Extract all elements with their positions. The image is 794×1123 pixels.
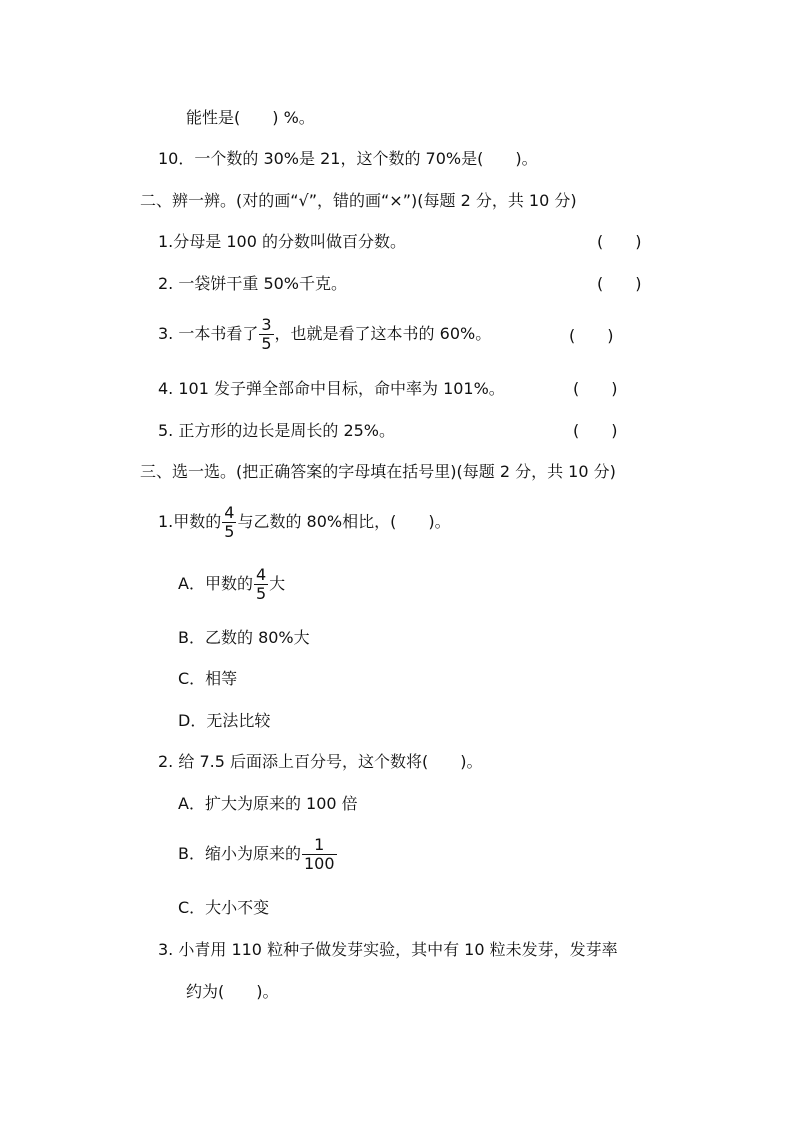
choice-question-1 [158,504,451,541]
fraction-4-5 [222,504,236,541]
judge-item-5: 5. 正方形的边长是周长的 25%。 [158,421,396,440]
judge-item-4: 4. 101 发子弹全部命中目标，命中率为 101%。 [158,379,505,398]
judge-item-3-answer-blank: ( ) [569,326,614,345]
judge-item-1-answer-blank: ( ) [597,232,642,251]
q1-option-a-text-before: A．甲数的 [178,574,253,593]
judge-item-5-answer-blank: ( ) [573,421,618,440]
choice-question-2: 2. 给 7.5 后面添上百分号，这个数将( )。 [158,752,483,771]
fraction-numerator: 4 [224,503,235,522]
fraction-denominator: 5 [255,584,267,603]
judge-item-4-answer-blank: ( ) [573,379,618,398]
q1-option-a [178,566,285,603]
section-3-title: 三、选一选。(把正确答案的字母填在括号里)(每题 2 分，共 10 分) [140,462,616,481]
q2-option-b [178,836,338,873]
choice-question-1-text-before: 1.甲数的 [158,512,222,531]
fraction-3-5 [259,316,273,353]
question-10: 10．一个数的 30%是 21，这个数的 70%是( )。 [158,149,538,168]
q1-option-b: B．乙数的 80%大 [178,628,310,647]
choice-question-3: 3. 小青用 110 粒种子做发芽实验，其中有 10 粒未发芽，发芽率 [158,940,618,959]
fraction-denominator: 5 [224,522,235,541]
previous-question-continuation: 能性是( ) %。 [186,108,315,127]
fraction-1-100 [302,836,337,873]
judge-item-1: 1.分母是 100 的分数叫做百分数。 [158,232,406,251]
q1-option-c: C．相等 [178,669,238,688]
fraction-denominator: 100 [303,854,335,873]
choice-question-3-continuation: 约为( )。 [186,982,279,1001]
q2-option-b-text: B．缩小为原来的 [178,844,301,863]
q1-option-d: D．无法比较 [178,711,271,730]
fraction-denominator: 5 [261,334,272,353]
fraction-numerator: 1 [302,836,337,855]
fraction-numerator: 3 [261,315,272,334]
q1-option-a-text-after: 大 [269,574,286,593]
judge-item-3-text-after: ，也就是看了这本书的 60%。 [274,324,492,343]
q2-option-c: C．大小不变 [178,898,270,917]
section-2-title: 二、辨一辨。(对的画“√”，错的画“×”)(每题 2 分，共 10 分) [140,191,577,210]
judge-item-3-text-before: 3. 一本书看了 [158,324,259,343]
fraction-4-5 [254,566,268,603]
choice-question-1-text-after: 与乙数的 80%相比，( )。 [237,512,451,531]
judge-item-2-answer-blank: ( ) [597,274,642,293]
judge-item-3 [158,316,491,353]
judge-item-2: 2. 一袋饼干重 50%千克。 [158,274,348,293]
fraction-numerator: 4 [255,565,267,584]
q2-option-a: A．扩大为原来的 100 倍 [178,794,358,813]
